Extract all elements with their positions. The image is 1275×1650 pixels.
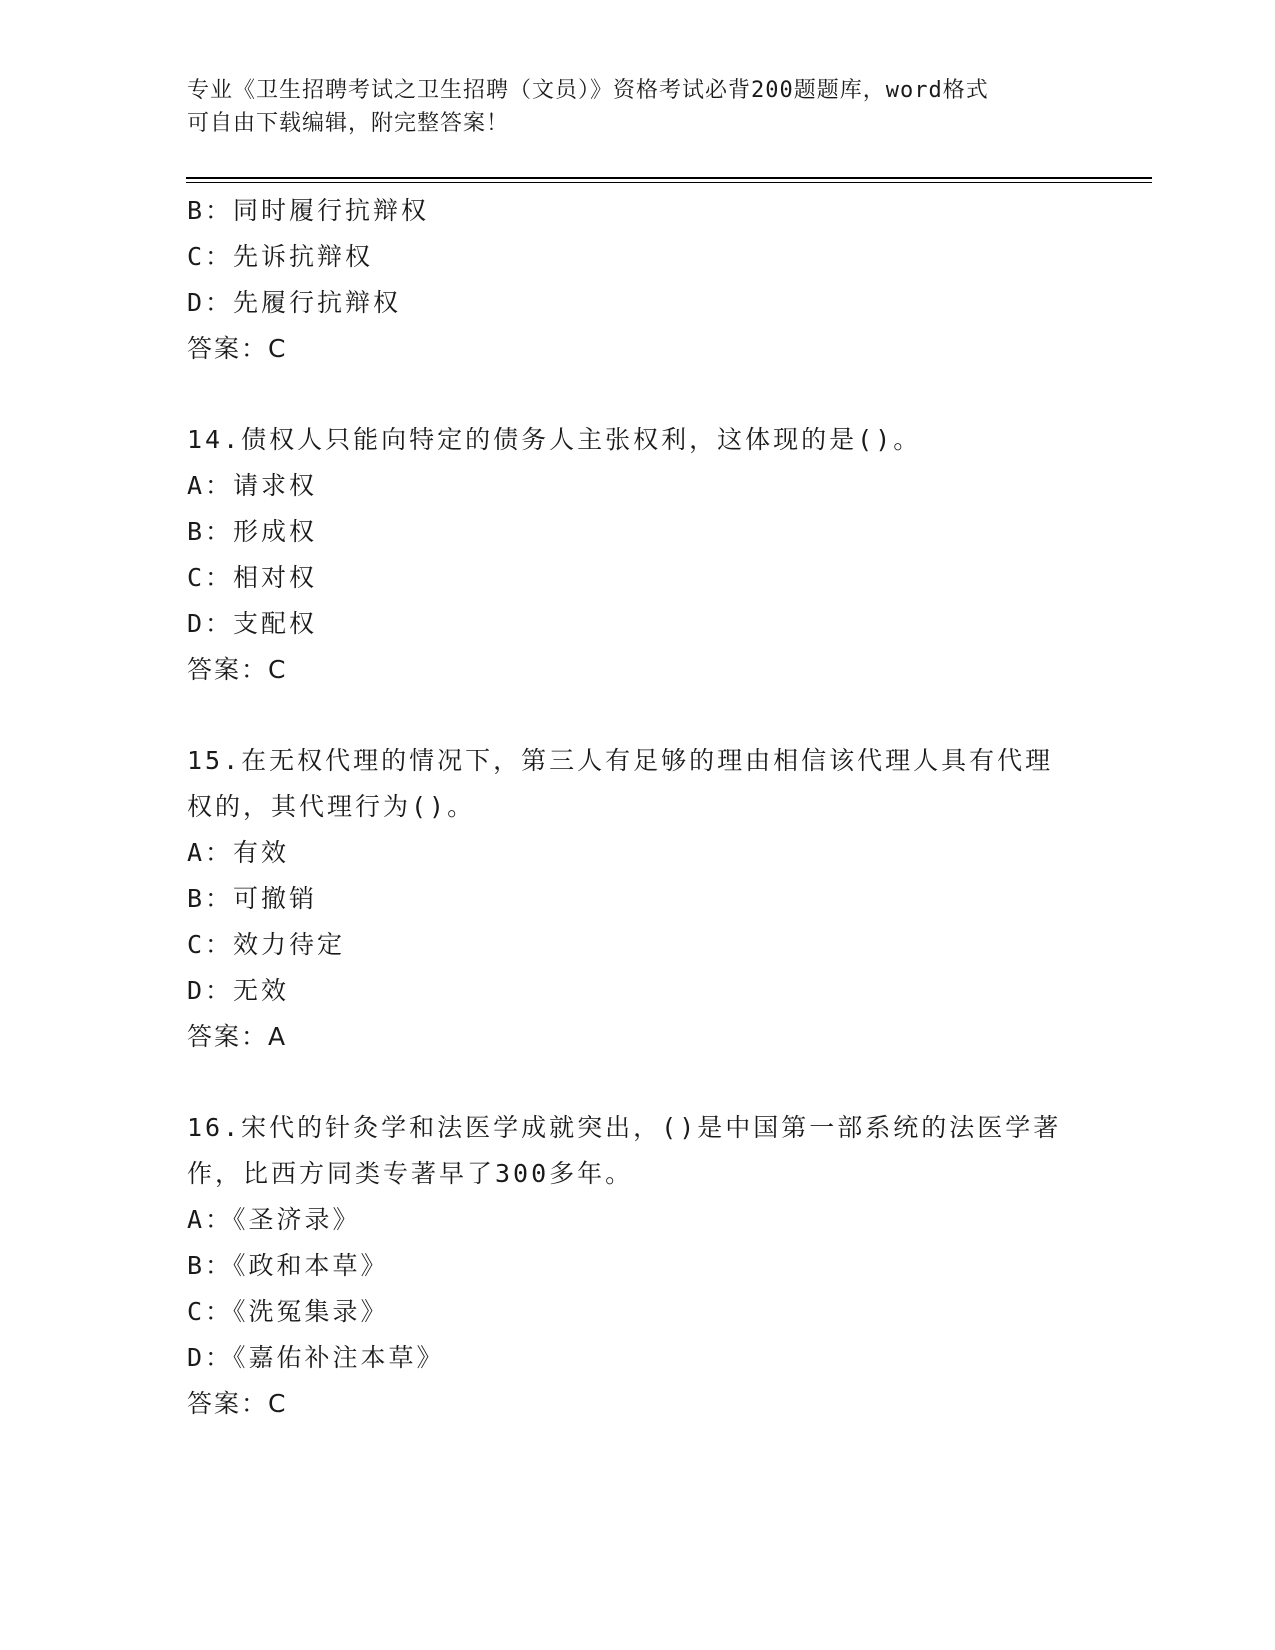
option-b: B：《政和本草》 <box>187 1251 389 1280</box>
question-spacer <box>187 693 1087 738</box>
option-a: A：《圣济录》 <box>187 1205 361 1234</box>
option-d: D：无效 <box>187 976 290 1005</box>
option-d: D：《嘉佑补注本草》 <box>187 1343 445 1372</box>
header-divider-thick <box>186 177 1152 179</box>
question-stem-line2: 权的，其代理行为()。 <box>187 792 476 821</box>
question-16 <box>187 1105 1087 1427</box>
question-13 <box>187 188 1087 372</box>
header-title-line1: 专业《卫生招聘考试之卫生招聘（文员）》资格考试必背200题题库，word格式 <box>187 78 989 103</box>
question-stem-line1: 15.在无权代理的情况下，第三人有足够的理由相信该代理人具有代理 <box>187 746 1054 775</box>
document-header <box>187 74 1087 140</box>
header-title-line2: 可自由下载编辑，附完整答案！ <box>187 111 510 136</box>
answer-line: 答案：C <box>187 1389 288 1418</box>
answer-line: 答案：C <box>187 334 288 363</box>
option-c: C：相对权 <box>187 563 318 592</box>
question-stem: 14.债权人只能向特定的债务人主张权利，这体现的是()。 <box>187 425 922 454</box>
option-c: C：先诉抗辩权 <box>187 242 374 271</box>
question-list <box>187 188 1087 1427</box>
answer-line: 答案：C <box>187 655 288 684</box>
question-14 <box>187 417 1087 693</box>
option-b: B：形成权 <box>187 517 318 546</box>
question-spacer <box>187 1060 1087 1105</box>
option-d: D：支配权 <box>187 609 318 638</box>
question-stem-line2: 作，比西方同类专著早了300多年。 <box>187 1159 634 1188</box>
answer-line: 答案：A <box>187 1022 288 1051</box>
question-spacer <box>187 372 1087 417</box>
option-b: B：可撤销 <box>187 884 318 913</box>
question-15 <box>187 738 1087 1060</box>
option-a: A：请求权 <box>187 471 318 500</box>
option-c: C：《洗冤集录》 <box>187 1297 389 1326</box>
option-c: C：效力待定 <box>187 930 346 959</box>
option-d: D：先履行抗辩权 <box>187 288 402 317</box>
header-divider-thin <box>186 182 1152 183</box>
option-b: B：同时履行抗辩权 <box>187 196 430 225</box>
option-a: A：有效 <box>187 838 290 867</box>
question-stem-line1: 16.宋代的针灸学和法医学成就突出，()是中国第一部系统的法医学著 <box>187 1113 1062 1142</box>
